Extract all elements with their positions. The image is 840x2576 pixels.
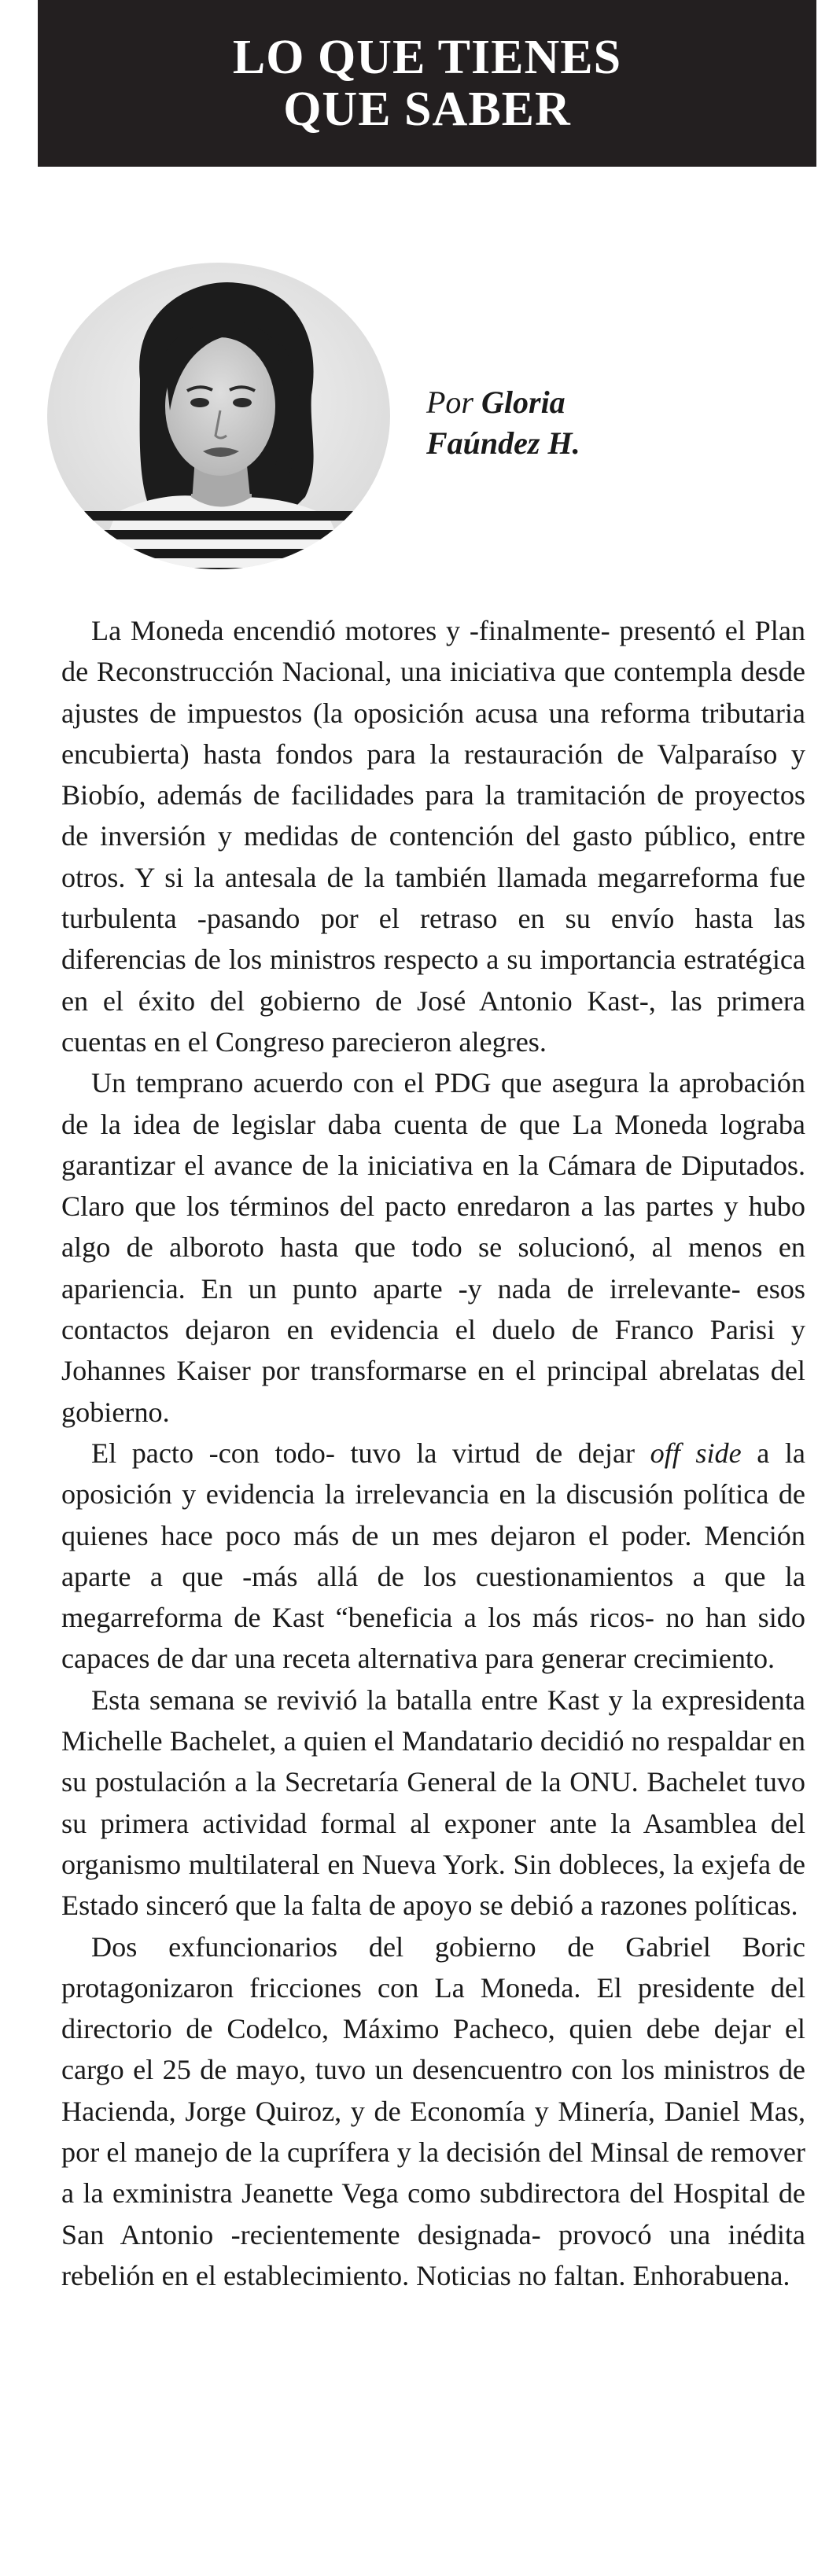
byline-prefix: Por — [426, 385, 473, 420]
paragraph-3-italic-term: off side — [650, 1437, 742, 1469]
paragraph-3-text-after: a la oposición y evidencia la irrelevancia en la discusión política de quienes hace poco más de un mes dejaron el poder. Mención aparte a que -más allá de los cuestionamientos a que la megarreforma de Kast “beneficia a los más ricos- no han sido capaces de dar una receta alternativa para generar crecimiento. — [61, 1437, 805, 1675]
paragraph-3-text-before: El pacto -con todo- tuvo la virtud de dejar — [91, 1437, 650, 1469]
article-paragraph-5: Dos exfuncionarios del gobierno de Gabriel Boric protagonizaron fricciones con La Moneda. El presidente del directorio de Codelco, Máximo Pacheco, quien debe dejar el cargo el 25 de mayo, tuvo un desencuentro con los ministros de Hacienda, Jorge Quiroz, y de Economía y Minería, Daniel Mas, por el manejo de la cuprífera y la decisión del Minsal de remover a la exministra Jeanette Vega como subdirectora del Hospital de San Antonio -recientemente designada- provocó una inédita rebelión en el establecimiento. Noticias no faltan. Enhorabuena. — [61, 1930, 805, 2291]
article-paragraph-4: Esta semana se revivió la batalla entre Kast y la expresidenta Michelle Bachelet, a quien el Mandatario decidió no respaldar en su postulación a la Secretaría General de la ONU. Bachelet tuvo su primera actividad formal al exponer ante la Asamblea del organismo multilateral en Nueva York. Sin dobleces, la exjefa de Estado sinceró que la falta de apoyo se debió a razones políticas. — [61, 1684, 805, 1922]
section-title-line-1: LO QUE TIENES — [232, 31, 622, 84]
author-name-first: Gloria — [481, 385, 566, 420]
byline — [426, 382, 580, 464]
article-paragraph-1: La Moneda encendió motores y -finalmente- presentó el Plan de Reconstrucción Nacional, una iniciativa que contempla desde ajustes de impuestos (la oposición acusa una reforma tributaria encubierta) hasta fondos para la restauración de Valparaíso y Biobío, además de facilidades para la tramitación de proyectos de inversión y medidas de contención del gasto público, entre otros. Y si la antesala de la también llamada megarreforma fue turbulenta -pasando por el retraso en su envío hasta las diferencias de los ministros respecto a su importancia estratégica en el éxito del gobierno de José Antonio Kast-, las primera cuentas en el Congreso parecieron alegres. — [61, 615, 805, 1058]
article-body — [61, 610, 805, 2296]
author-photo — [46, 261, 392, 571]
article-paragraph-3 — [61, 1433, 805, 1680]
author-name-last: Faúndez H. — [426, 425, 580, 461]
section-header-banner — [38, 0, 816, 167]
section-title-line-2: QUE SABER — [283, 83, 571, 136]
article-paragraph-2: Un temprano acuerdo con el PDG que asegura la aprobación de la idea de legislar daba cuenta de que La Moneda lograba garantizar el avance de la iniciativa en la Cámara de Diputados. Claro que los términos del pacto enredaron a las partes y hubo algo de alboroto hasta que todo se solucionó, al menos en apariencia. En un punto aparte -y nada de irrelevante- esos contactos dejaron en evidencia el duelo de Franco Parisi y Johannes Kaiser por transformarse en el principal abrelatas del gobierno. — [61, 1067, 805, 1428]
